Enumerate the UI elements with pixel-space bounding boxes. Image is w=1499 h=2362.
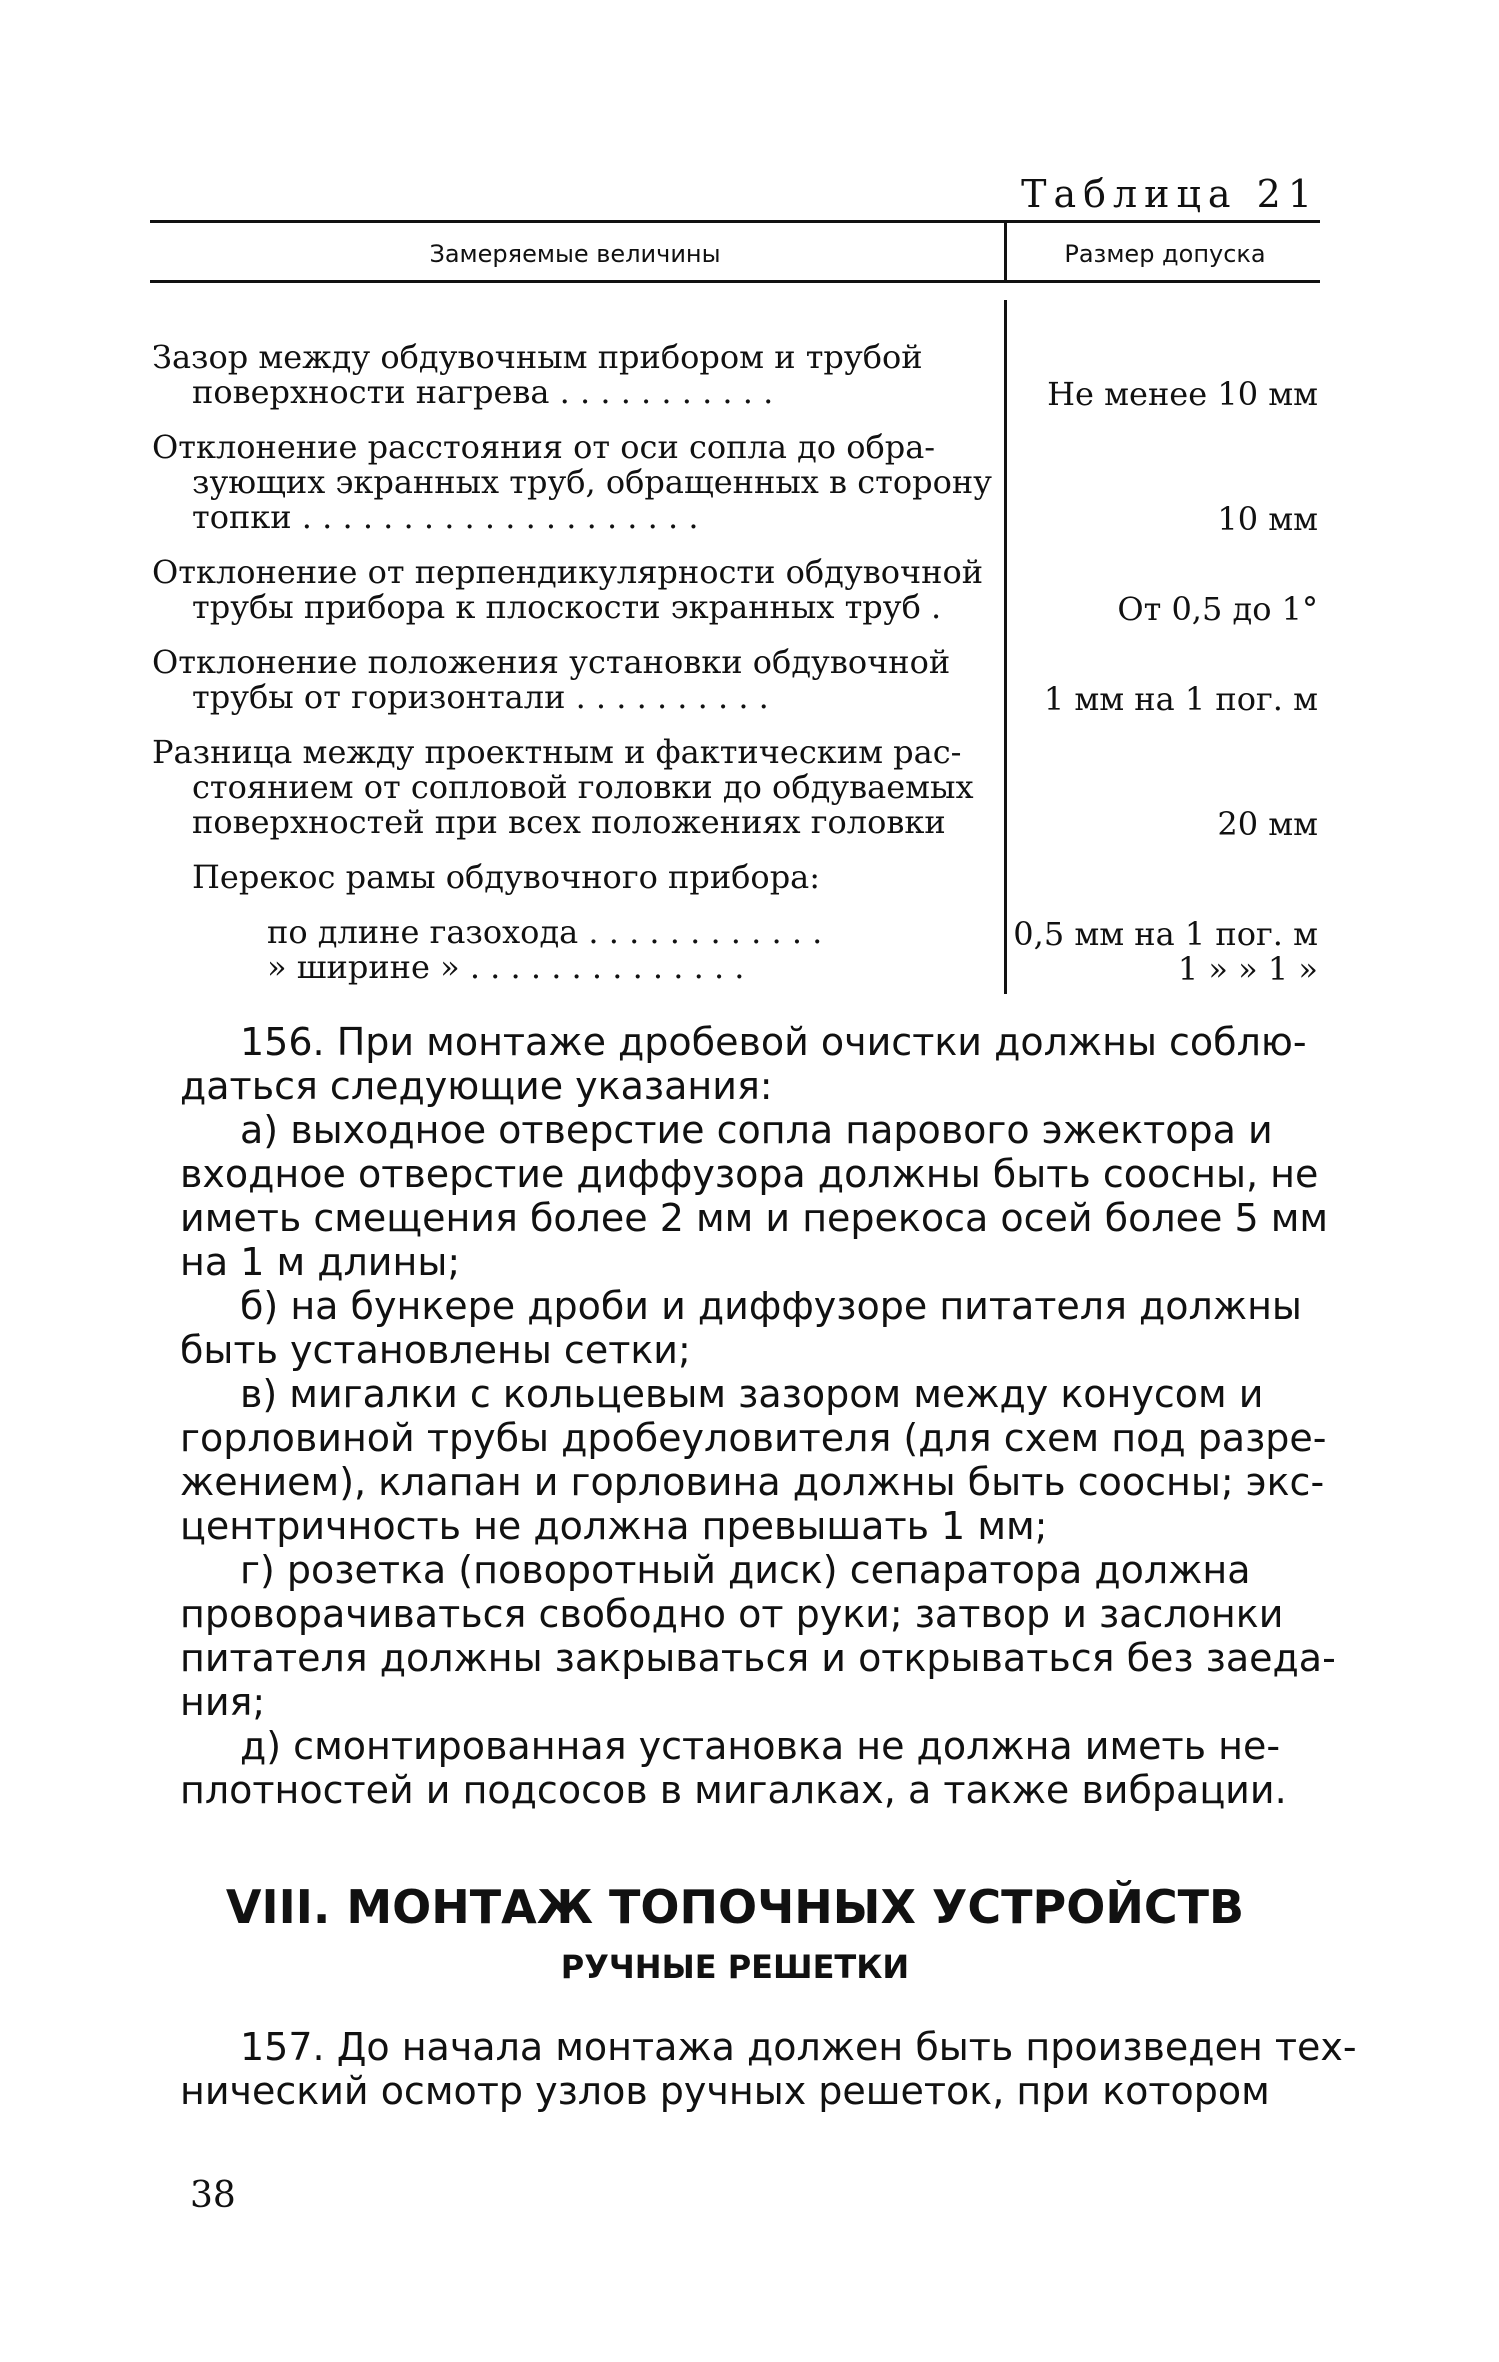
table-row-label: Разница между проектным и фактическим рас- стоянием от сопловой головки до обдуваемых поверхностей при всех положениях головки	[152, 733, 974, 841]
paragraph-item-b: б) на бункере дроби и диффузоре питателя должны быть установлены сетки;	[180, 1284, 1302, 1372]
table-row-value: 10 мм	[1217, 500, 1318, 538]
table-row-value: 1 » » 1 »	[1177, 950, 1318, 988]
table-row-label: по длине газохода . . . . . . . . . . . .	[267, 913, 823, 951]
paragraph-157: 157. До начала монтажа должен быть произведен тех- нический осмотр узлов ручных решеток, при котором	[180, 2025, 1357, 2113]
table-column-divider	[1004, 300, 1007, 994]
table-row-label: Отклонение положения установки обдувочной трубы от горизонтали . . . . . . . . . .	[152, 643, 951, 716]
table-row-label: Отклонение расстояния от оси сопла до обра- зующих экранных труб, обращенных в сторону топки . . . . . . . . . . . . . . . . . . . .	[152, 428, 992, 536]
table-row-value: 0,5 мм на 1 пог. м	[1013, 915, 1318, 953]
paragraph-item-d: д) смонтированная установка не должна иметь не- плотностей и подсосов в мигалках, а также вибрации.	[180, 1724, 1287, 1812]
section-subtitle: РУЧНЫЕ РЕШЕТКИ	[560, 1948, 910, 1986]
table-row-label: Перекос рамы обдувочного прибора:	[192, 858, 821, 896]
table-top-rule	[150, 220, 1320, 223]
paragraph-item-v: в) мигалки с кольцевым зазором между конусом и горловиной трубы дробеуловителя (для схем под разре- жением), клапан и горловина должны быть соосны; экс- центричность не должна превышать 1 мм;	[180, 1372, 1327, 1548]
table-row-value: 1 мм на 1 пог. м	[1043, 680, 1318, 718]
table-header-divider	[1004, 222, 1007, 280]
section-title: VIII. МОНТАЖ ТОПОЧНЫХ УСТРОЙСТВ	[225, 1880, 1245, 1934]
table-row-value: Не менее 10 мм	[1047, 375, 1318, 413]
table-caption: Таблица 21	[1021, 172, 1319, 216]
table-header-rule	[150, 280, 1320, 283]
paragraph-item-g: г) розетка (поворотный диск) сепаратора должна проворачиваться свободно от руки; затвор и заслонки питателя должны закрываться и открываться без заеда- ния;	[180, 1548, 1336, 1724]
table-header-tolerance: Размер допуска	[1064, 240, 1266, 268]
table-row-value: От 0,5 до 1°	[1117, 590, 1318, 628]
table-row-label: Зазор между обдувочным прибором и трубой поверхности нагрева . . . . . . . . . . .	[152, 338, 923, 411]
table-row-label: Отклонение от перпендикулярности обдувочной трубы прибора к плоскости экранных труб .	[152, 553, 984, 626]
page-number: 38	[190, 2175, 236, 2216]
table-header-measured: Замеряемые величины	[429, 240, 721, 268]
table-row-value: 20 мм	[1217, 805, 1318, 843]
paragraph-item-a: а) выходное отверстие сопла парового эжектора и входное отверстие диффузора должны быть соосны, не иметь смещения более 2 мм и перекоса осей более 5 мм на 1 м длины;	[180, 1108, 1329, 1284]
paragraph-156: 156. При монтаже дробевой очистки должны соблю- даться следующие указания:	[180, 1020, 1307, 1108]
table-row-label: » ширине » . . . . . . . . . . . . . .	[267, 948, 745, 986]
